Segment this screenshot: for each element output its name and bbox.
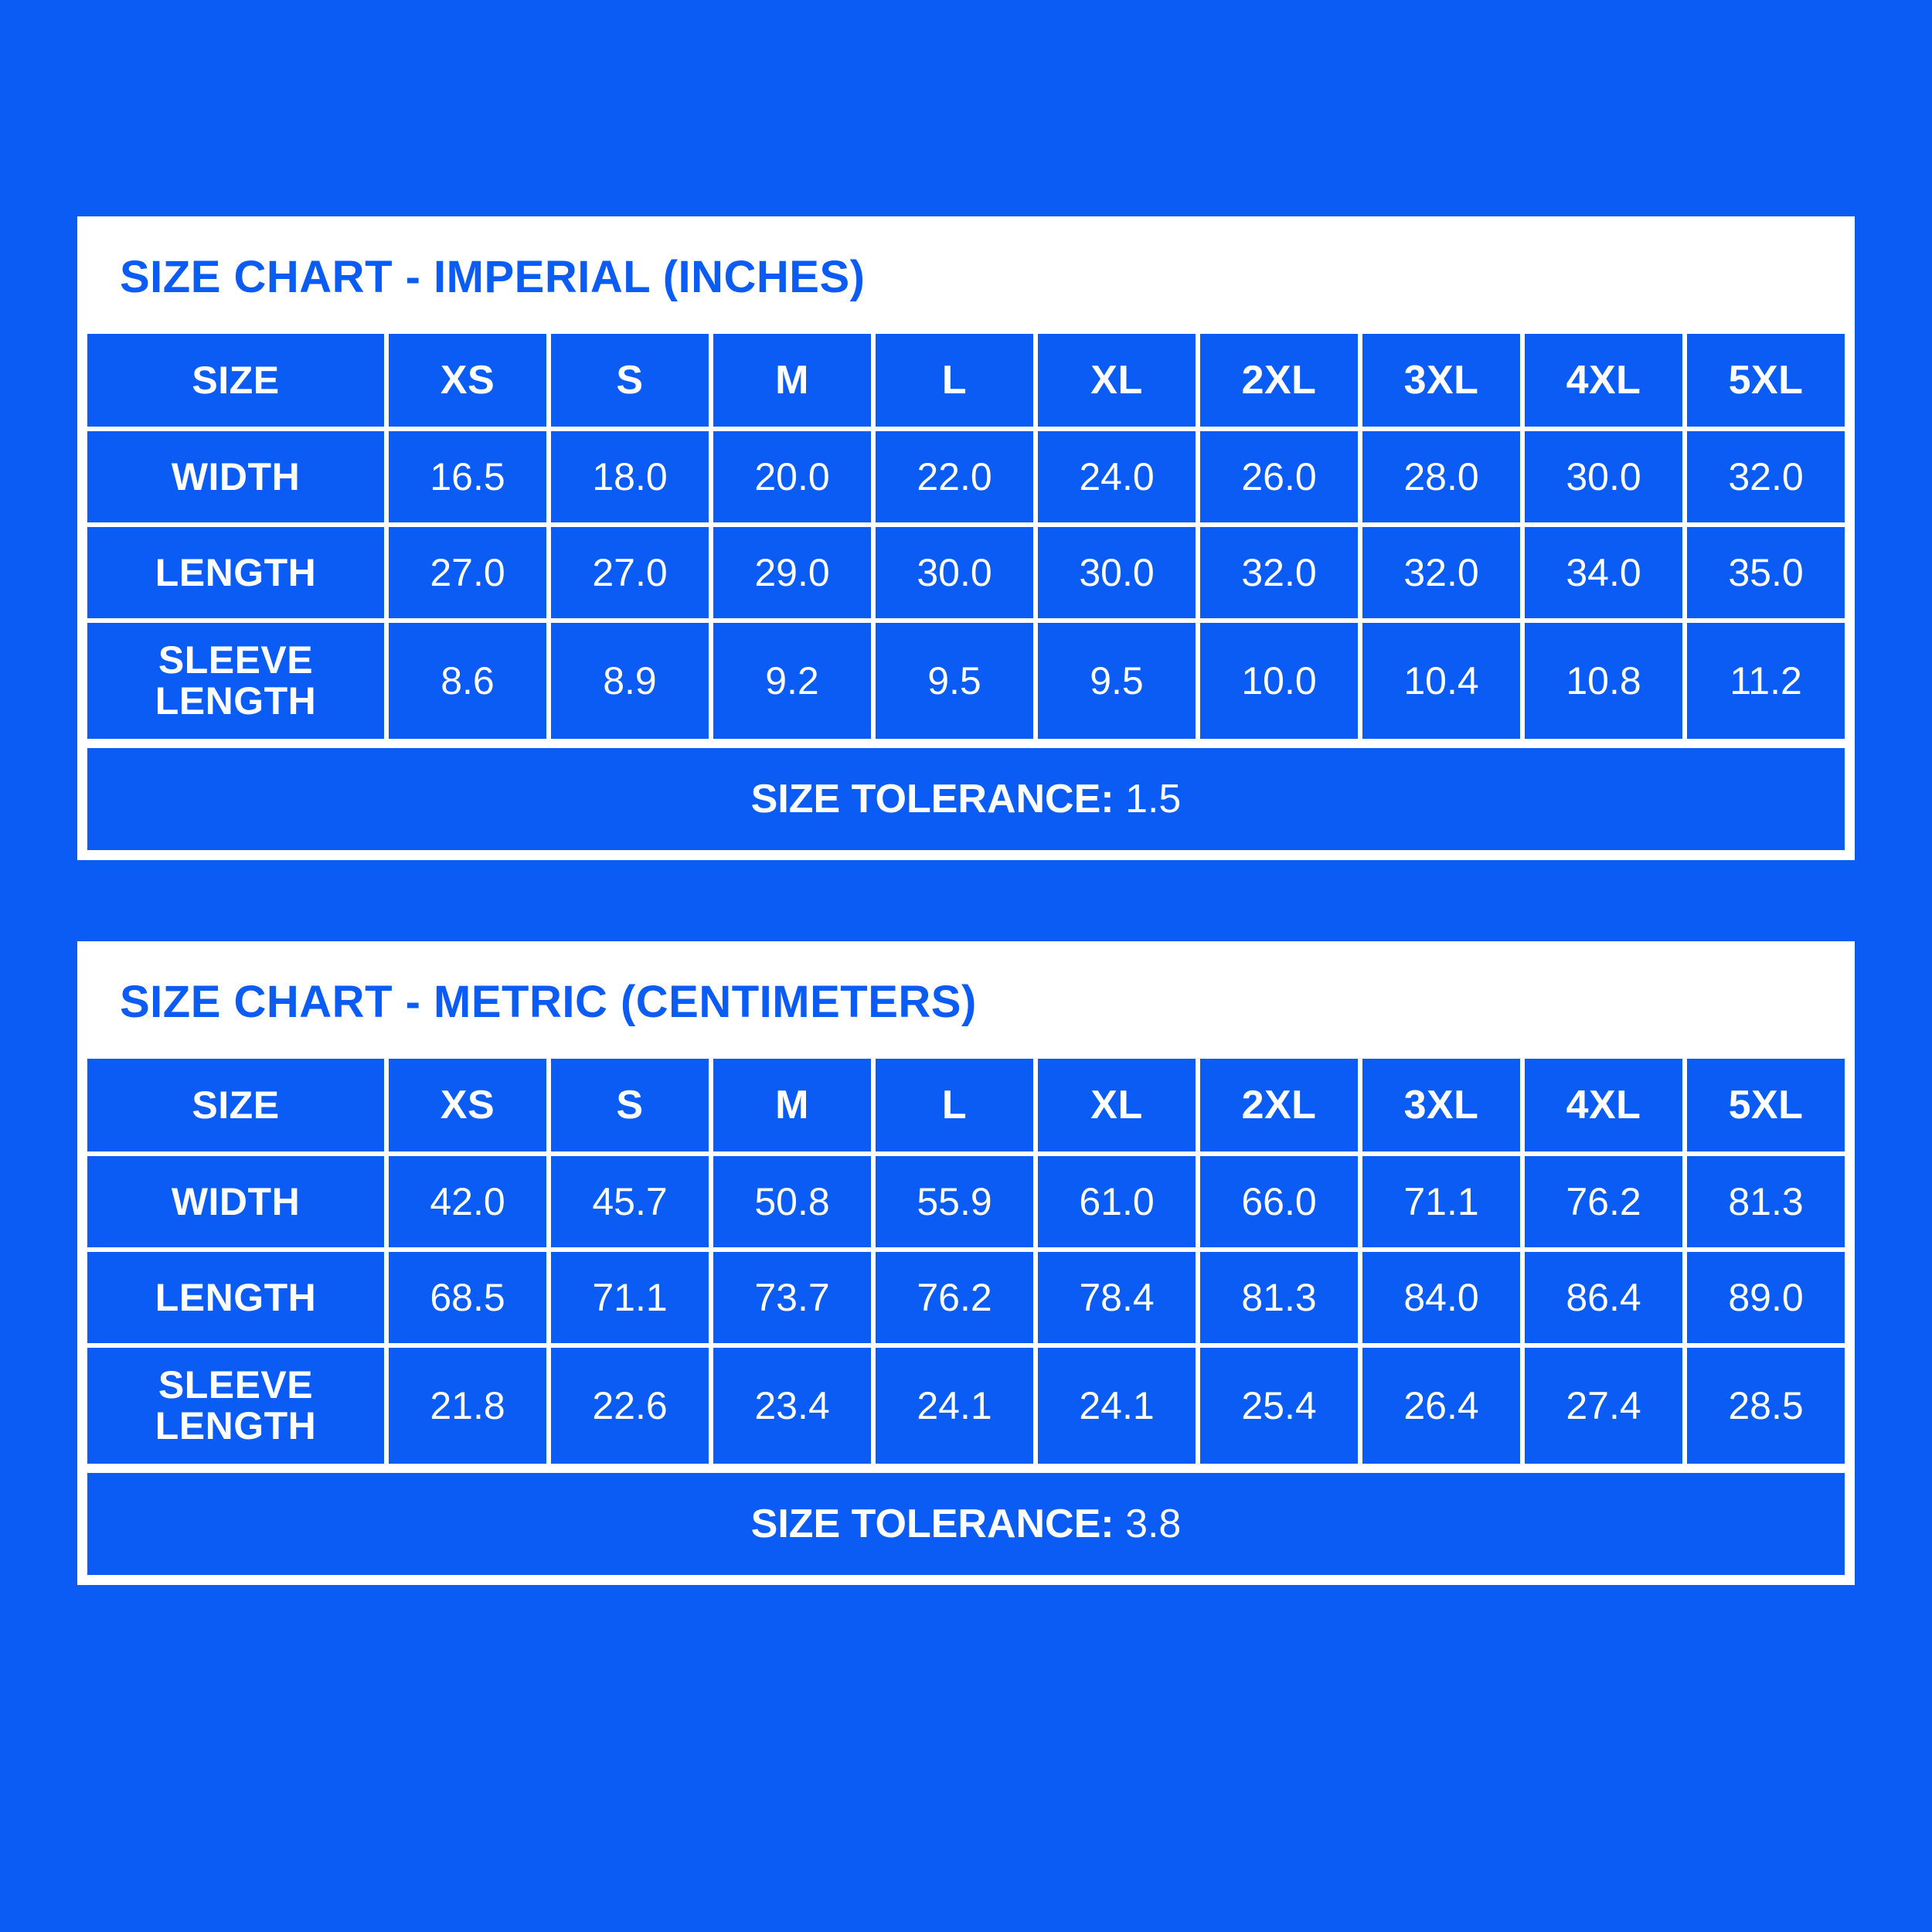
tolerance-label: SIZE TOLERANCE: [750, 777, 1114, 821]
cell-width-3xl: 28.0 [1360, 429, 1522, 525]
table-row [85, 1345, 1847, 1466]
cell-length-l: 30.0 [873, 525, 1036, 621]
table-row [85, 1154, 1847, 1250]
row-label-length: LENGTH [85, 525, 386, 621]
size-tolerance-imperial [83, 743, 1849, 855]
cell-width-xs: 16.5 [386, 429, 549, 525]
header-size-xs: XS [386, 1056, 549, 1154]
cell-sleeve-xs: 21.8 [386, 1345, 549, 1466]
size-table-imperial [83, 329, 1849, 743]
header-size-xl: XL [1036, 1056, 1198, 1154]
cell-width-5xl: 81.3 [1685, 1154, 1847, 1250]
card-title-imperial: SIZE CHART - IMPERIAL (INCHES) [83, 222, 1849, 329]
header-size-m: M [711, 332, 873, 429]
cell-width-4xl: 30.0 [1522, 429, 1685, 525]
header-size-2xl: 2XL [1198, 1056, 1360, 1154]
cell-sleeve-4xl: 27.4 [1522, 1345, 1685, 1466]
cell-width-xs: 42.0 [386, 1154, 549, 1250]
cell-sleeve-xs: 8.6 [386, 621, 549, 741]
header-size-5xl: 5XL [1685, 332, 1847, 429]
row-label-width: WIDTH [85, 1154, 386, 1250]
cell-width-xl: 61.0 [1036, 1154, 1198, 1250]
table-row [85, 525, 1847, 621]
cell-sleeve-2xl: 10.0 [1198, 621, 1360, 741]
cell-width-l: 55.9 [873, 1154, 1036, 1250]
header-size-4xl: 4XL [1522, 332, 1685, 429]
cell-length-s: 71.1 [549, 1250, 711, 1345]
row-label-width: WIDTH [85, 429, 386, 525]
cell-width-m: 20.0 [711, 429, 873, 525]
header-size-3xl: 3XL [1360, 332, 1522, 429]
card-title-metric: SIZE CHART - METRIC (CENTIMETERS) [83, 947, 1849, 1054]
cell-width-5xl: 32.0 [1685, 429, 1847, 525]
size-chart-card-metric [77, 941, 1855, 1585]
header-size-xl: XL [1036, 332, 1198, 429]
cell-sleeve-l: 24.1 [873, 1345, 1036, 1466]
header-size: SIZE [85, 1056, 386, 1154]
header-size-2xl: 2XL [1198, 332, 1360, 429]
header-size-m: M [711, 1056, 873, 1154]
cell-length-5xl: 35.0 [1685, 525, 1847, 621]
cell-length-2xl: 81.3 [1198, 1250, 1360, 1345]
header-size-3xl: 3XL [1360, 1056, 1522, 1154]
table-row [85, 429, 1847, 525]
cell-length-m: 73.7 [711, 1250, 873, 1345]
header-size-4xl: 4XL [1522, 1056, 1685, 1154]
cell-sleeve-3xl: 10.4 [1360, 621, 1522, 741]
cell-sleeve-s: 22.6 [549, 1345, 711, 1466]
cell-length-s: 27.0 [549, 525, 711, 621]
table-header-row [85, 332, 1847, 429]
table-row [85, 621, 1847, 741]
cell-length-5xl: 89.0 [1685, 1250, 1847, 1345]
cell-sleeve-4xl: 10.8 [1522, 621, 1685, 741]
header-size-l: L [873, 1056, 1036, 1154]
cell-width-s: 18.0 [549, 429, 711, 525]
cell-sleeve-m: 23.4 [711, 1345, 873, 1466]
cell-length-4xl: 86.4 [1522, 1250, 1685, 1345]
cell-sleeve-l: 9.5 [873, 621, 1036, 741]
header-size-s: S [549, 332, 711, 429]
row-label-sleeve-length: SLEEVE LENGTH [85, 1345, 386, 1466]
cell-sleeve-5xl: 28.5 [1685, 1345, 1847, 1466]
cell-width-xl: 24.0 [1036, 429, 1198, 525]
cell-length-4xl: 34.0 [1522, 525, 1685, 621]
size-table-metric [83, 1054, 1849, 1468]
table-row [85, 1250, 1847, 1345]
cell-sleeve-s: 8.9 [549, 621, 711, 741]
cell-width-2xl: 66.0 [1198, 1154, 1360, 1250]
cell-length-xs: 68.5 [386, 1250, 549, 1345]
cell-sleeve-2xl: 25.4 [1198, 1345, 1360, 1466]
table-header-row [85, 1056, 1847, 1154]
cell-width-s: 45.7 [549, 1154, 711, 1250]
header-size-s: S [549, 1056, 711, 1154]
cell-sleeve-5xl: 11.2 [1685, 621, 1847, 741]
cell-width-l: 22.0 [873, 429, 1036, 525]
cell-width-2xl: 26.0 [1198, 429, 1360, 525]
cell-sleeve-3xl: 26.4 [1360, 1345, 1522, 1466]
cell-length-xl: 78.4 [1036, 1250, 1198, 1345]
header-size-5xl: 5XL [1685, 1056, 1847, 1154]
size-chart-card-imperial [77, 216, 1855, 860]
tolerance-value: 1.5 [1125, 777, 1182, 821]
row-label-length: LENGTH [85, 1250, 386, 1345]
cell-width-4xl: 76.2 [1522, 1154, 1685, 1250]
cell-length-l: 76.2 [873, 1250, 1036, 1345]
cell-length-xl: 30.0 [1036, 525, 1198, 621]
cell-sleeve-m: 9.2 [711, 621, 873, 741]
cell-sleeve-xl: 24.1 [1036, 1345, 1198, 1466]
tolerance-label: SIZE TOLERANCE: [750, 1502, 1114, 1546]
cell-length-2xl: 32.0 [1198, 525, 1360, 621]
cell-width-m: 50.8 [711, 1154, 873, 1250]
header-size-xs: XS [386, 332, 549, 429]
cell-length-xs: 27.0 [386, 525, 549, 621]
row-label-sleeve-length: SLEEVE LENGTH [85, 621, 386, 741]
size-tolerance-metric [83, 1468, 1849, 1580]
cell-sleeve-xl: 9.5 [1036, 621, 1198, 741]
cell-width-3xl: 71.1 [1360, 1154, 1522, 1250]
tolerance-value: 3.8 [1125, 1502, 1182, 1546]
header-size-l: L [873, 332, 1036, 429]
cell-length-3xl: 84.0 [1360, 1250, 1522, 1345]
header-size: SIZE [85, 332, 386, 429]
cell-length-3xl: 32.0 [1360, 525, 1522, 621]
cell-length-m: 29.0 [711, 525, 873, 621]
